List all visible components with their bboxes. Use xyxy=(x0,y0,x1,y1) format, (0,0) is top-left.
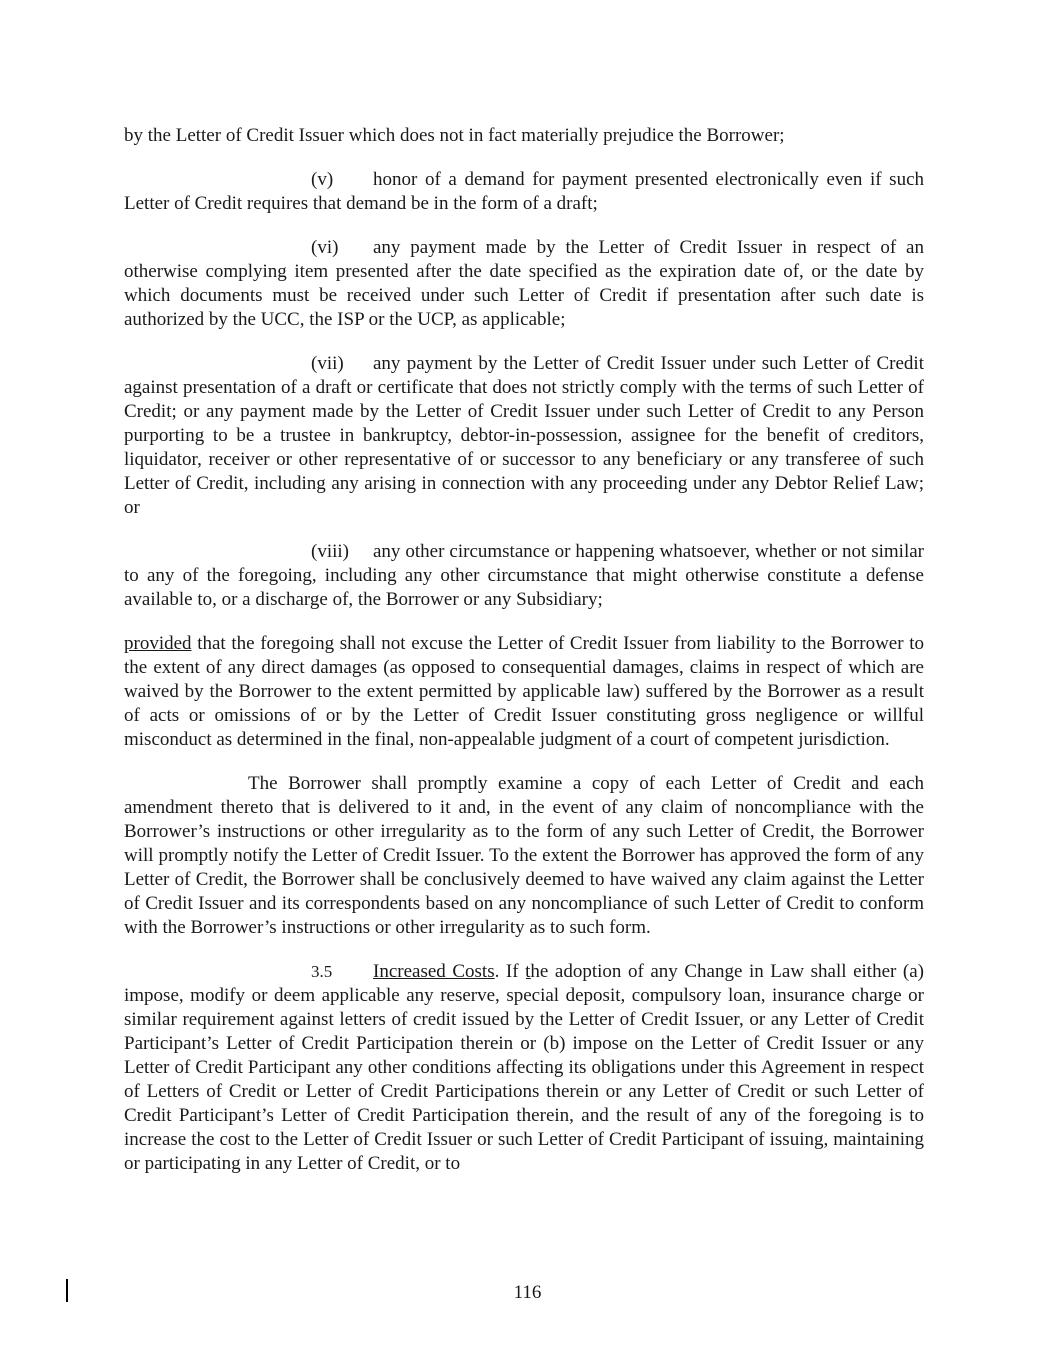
section-number-gap xyxy=(339,960,373,984)
clause-text: any payment made by the Letter of Credit Issuer in respect of an otherwise complying item presented after the date specified as the expiration date of, or the date by which documents must be received under such Letter of Credit if presentation after such date is authorized by the UCC, the ISP or the UCP, as applicable; xyxy=(124,237,924,330)
clause-number: (vii) xyxy=(311,353,344,374)
clause-text: any payment by the Letter of Credit Issuer under such Letter of Credit against presentation of a draft or certificate that does not strictly comply with the terms of such Letter of Credit; or any payment made by the Letter of Credit Issuer under such Letter of Credit to any Person purporting to be a trustee in bankruptcy, debtor-in-possession, assignee for the benefit of creditors, liquidator, receiver or other representative of or successor to any beneficiary or any transferee of such Letter of Credit, including any arising in connection with any proceeding under any Debtor Relief Law; or xyxy=(124,353,924,518)
proviso-term: provided xyxy=(124,633,192,654)
continuation-paragraph: by the Letter of Credit Issuer which does not in fact materially prejudice the Borrower; xyxy=(124,125,785,146)
proviso-text: that the foregoing shall not excuse the Letter of Credit Issuer from liability to the Borrower to the extent of any direct damages (as opposed to consequential damages, claims in respect of which are waived by the Borrower to the extent permitted by applicable law) suffered by the Borrower as a result of acts or omissions of or by the Letter of Credit Issuer constituting gross negligence or willful misconduct as determined in the final, non-appealable judgment of a court of competent jurisdiction. xyxy=(124,633,924,750)
clause-text: any other circumstance or happening whatsoever, whether or not similar to any of the foregoing, including any other circumstance that might otherwise constitute a defense available to, or a discharge of, the Borrower or any Subsidiary; xyxy=(124,541,924,610)
clause-item-vii xyxy=(124,352,924,520)
section-3-5-paragraph xyxy=(124,960,924,1176)
clause-text: honor of a demand for payment presented electronically even if such Letter of Credit requires that demand be in the form of a draft; xyxy=(124,169,924,214)
section-title: Increased Costs xyxy=(373,961,495,982)
proviso-paragraph xyxy=(124,632,924,752)
page-number: 116 xyxy=(513,1282,542,1303)
document-body xyxy=(124,124,924,1176)
examination-paragraph: The Borrower shall promptly examine a copy of each Letter of Credit and each amendment thereto that is delivered to it and, in the event of any claim of noncompliance with the Borrower’s instructions or other irregularity as to the form of any such Letter of Credit, the Borrower will promptly notify the Letter of Credit Issuer. To the extent the Borrower has approved the form of any Letter of Credit, the Borrower shall be conclusively deemed to have waived any claim against the Letter of Credit Issuer and its correspondents based on any noncompliance of such Letter of Credit to conform with the Borrower’s instructions or other irregularity as to such form. xyxy=(124,773,924,938)
clause-item-vi xyxy=(124,236,924,332)
clause-number: (v) xyxy=(311,169,334,190)
clause-number: (viii) xyxy=(311,541,349,562)
section-number: 3.5 xyxy=(311,962,333,981)
section-text: . If the adoption of any Change in Law shall either (a) impose, modify or deem applicable any reserve, special deposit, compulsory loan, insurance charge or similar requirement against letters of credit issued by the Letter of Credit Issuer, or any Letter of Credit Participant’s Letter of Credit Participation therein or (b) impose on the Letter of Credit Issuer or any Letter of Credit Participant any other conditions affecting its obligations under this Agreement in respect of Letters of Credit or Letter of Credit Participations therein or any Letter of Credit or such Letter of Credit Participant’s Letter of Credit Participation therein, and the result of any of the foregoing is to increase the cost to the Letter of Credit Issuer or such Letter of Credit Participant of issuing, maintaining or participating in any Letter of Credit, or to xyxy=(124,961,924,1174)
clause-number: (vi) xyxy=(311,237,339,258)
clause-item-viii xyxy=(124,540,924,612)
clause-item-v xyxy=(124,168,924,216)
